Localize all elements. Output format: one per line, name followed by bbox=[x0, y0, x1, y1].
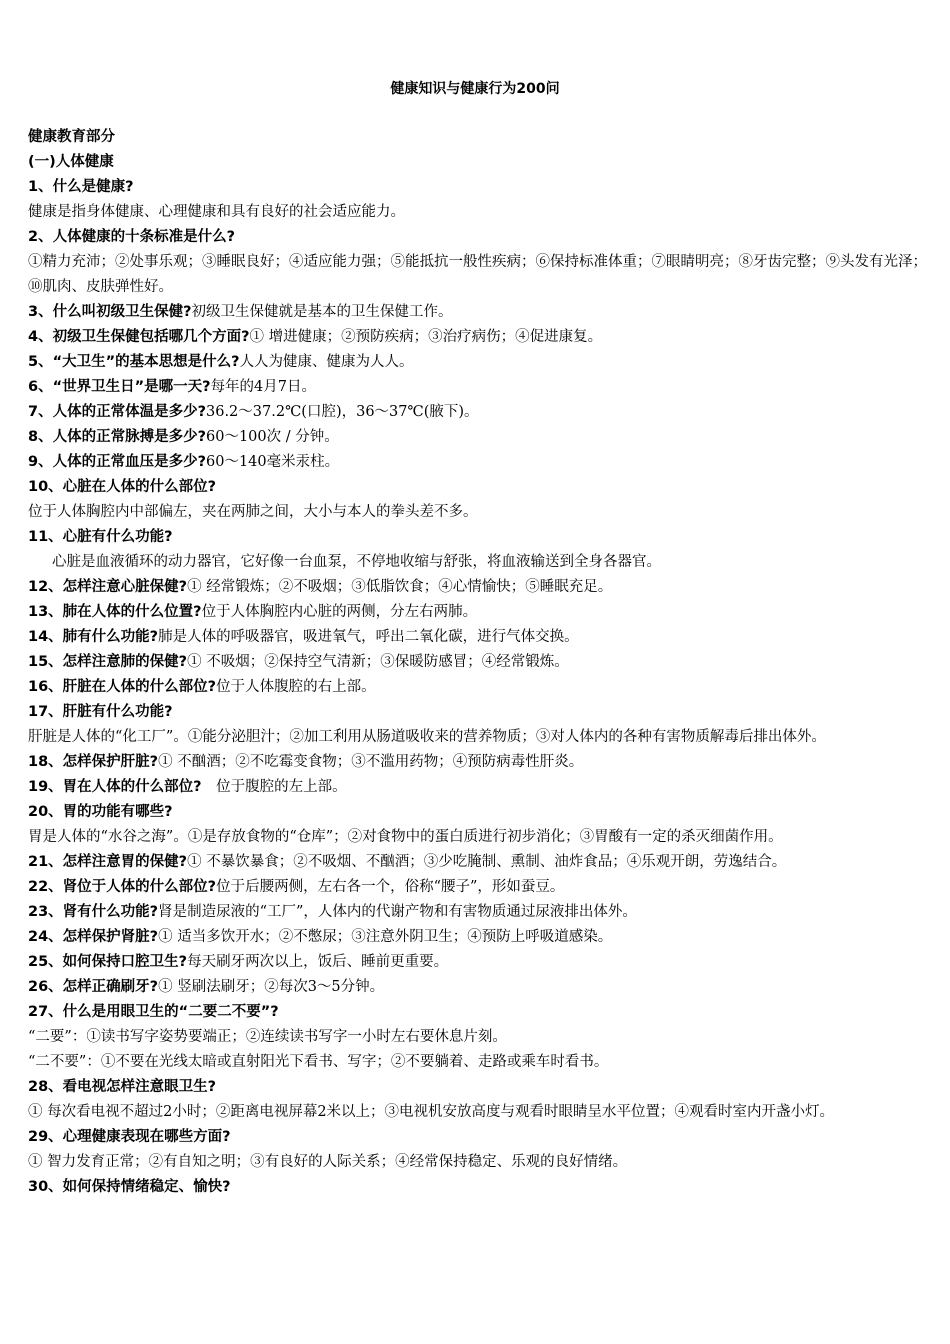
qa-item bbox=[28, 950, 928, 975]
question-text: 7、人体的正常体温是多少? bbox=[28, 404, 206, 420]
answer-text: 位于人体胸腔内中部偏左，夹在两肺之间，大小与本人的拳头差不多。 bbox=[28, 504, 478, 520]
question-text: 18、怎样保护肝脏? bbox=[28, 754, 159, 770]
qa-item bbox=[28, 300, 928, 325]
question-text: 1、什么是健康? bbox=[28, 179, 134, 195]
answer-text: ① 经常锻炼；②不吸烟；③低脂饮食；④心情愉快；⑤睡眠充足。 bbox=[187, 579, 613, 595]
question-text: 20、胃的功能有哪些? bbox=[28, 804, 173, 820]
qa-item bbox=[28, 600, 928, 625]
question-text: 25、如何保持口腔卫生? bbox=[28, 954, 188, 970]
qa-item bbox=[28, 350, 928, 375]
answer-text: 胃是人体的“水谷之海”。①是存放食物的“仓库”；②对食物中的蛋白质进行初步消化；③胃酸有一定的杀灭细菌作用。 bbox=[28, 829, 783, 845]
answer-text: ① 增进健康；②预防疾病；③治疗病伤；④促进康复。 bbox=[249, 329, 603, 345]
question-text: 26、怎样正确刷牙? bbox=[28, 979, 159, 995]
question-text: 4、初级卫生保健包括哪几个方面? bbox=[28, 329, 250, 345]
question-text: 15、怎样注意肺的保健? bbox=[28, 654, 188, 670]
question-text: 13、肺在人体的什么位置? bbox=[28, 604, 202, 620]
answer-text: 肺是人体的呼吸器官，吸进氧气，呼出二氧化碳，进行气体交换。 bbox=[158, 629, 579, 645]
document-title: 健康知识与健康行为200问 bbox=[390, 81, 560, 97]
answer-text: 每年的4月7日。 bbox=[210, 379, 317, 395]
question-text: 23、肾有什么功能? bbox=[28, 904, 159, 920]
answer-text: 肝脏是人体的“化工厂”。①能分泌胆汁；②加工利用从肠道吸收来的营养物质；③对人体内的各种有害物质解毒后排出体外。 bbox=[28, 729, 826, 745]
document-body bbox=[28, 125, 928, 1200]
qa-item bbox=[28, 575, 928, 600]
question-text: 21、怎样注意胃的保健? bbox=[28, 854, 188, 870]
question-text: 24、怎样保护肾脏? bbox=[28, 929, 159, 945]
qa-item bbox=[28, 450, 928, 475]
qa-item bbox=[28, 850, 928, 875]
question-text: 19、胃在人体的什么部位? bbox=[28, 779, 202, 795]
qa-item bbox=[28, 750, 928, 775]
answer-text: 心脏是血液循环的动力器官，它好像一台血泵，不停地收缩与舒张，将血液输送到全身各器官。 bbox=[52, 554, 661, 570]
answer-text: 位于后腰两侧，左右各一个，俗称“腰子”，形如蚕豆。 bbox=[216, 879, 565, 895]
answer-text: “二要”：①读书写字姿势要端正；②连续读书写字一小时左右要休息片刻。 bbox=[28, 1029, 507, 1045]
subsection-heading: (一)人体健康 bbox=[28, 154, 114, 170]
qa-item bbox=[28, 875, 928, 900]
answer-text: ① 每次看电视不超过2小时；②距离电视屏幕2米以上；③电视机安放高度与观看时眼睛呈水平位置；④观看时室内开盏小灯。 bbox=[28, 1104, 835, 1120]
question-text: 2、人体健康的十条标准是什么? bbox=[28, 229, 235, 245]
qa-item bbox=[28, 375, 928, 400]
question-text: 22、肾位于人体的什么部位? bbox=[28, 879, 217, 895]
answer-text: 每天刷牙两次以上，饭后、睡前更重要。 bbox=[187, 954, 449, 970]
question-text: 16、肝脏在人体的什么部位? bbox=[28, 679, 217, 695]
question-text: 14、肺有什么功能? bbox=[28, 629, 159, 645]
qa-item bbox=[28, 425, 928, 450]
answer-text: ① 竖刷法刷牙；②每次3～5分钟。 bbox=[158, 979, 385, 995]
question-text: 3、什么叫初级卫生保健? bbox=[28, 304, 192, 320]
question-text: 17、肝脏有什么功能? bbox=[28, 704, 173, 720]
answer-text: 位于人体胸腔内心脏的两侧，分左右两肺。 bbox=[201, 604, 478, 620]
qa-item bbox=[28, 400, 928, 425]
qa-item bbox=[28, 775, 928, 800]
question-text: 8、人体的正常脉搏是多少? bbox=[28, 429, 206, 445]
answer-text: 位于腹腔的左上部。 bbox=[201, 779, 347, 795]
answer-text: ① 适当多饮开水；②不憋尿；③注意外阴卫生；④预防上呼吸道感染。 bbox=[158, 929, 613, 945]
question-text: 29、心理健康表现在哪些方面? bbox=[28, 1129, 231, 1145]
qa-item bbox=[28, 925, 928, 950]
answer-text: 健康是指身体健康、心理健康和具有良好的社会适应能力。 bbox=[28, 204, 405, 220]
question-text: 28、看电视怎样注意眼卫生? bbox=[28, 1079, 217, 1095]
question-text: 30、如何保持情绪稳定、愉快? bbox=[28, 1179, 231, 1195]
section-heading: 健康教育部分 bbox=[28, 129, 115, 145]
answer-text: 36.2～37.2℃(口腔)，36～37℃(腋下)。 bbox=[206, 404, 479, 420]
question-text: 6、“世界卫生日”是哪一天? bbox=[28, 379, 211, 395]
answer-text: ①精力充沛；②处事乐观；③睡眠良好；④适应能力强；⑤能抵抗一般性疾病；⑥保持标准体重；⑦眼睛明亮；⑧牙齿完整；⑨头发有光泽；⑩肌肉、皮肤弹性好。 bbox=[28, 254, 927, 295]
question-text: 11、心脏有什么功能? bbox=[28, 529, 173, 545]
answer-text: “二不要”：①不要在光线太暗或直射阳光下看书、写字；②不要躺着、走路或乘车时看书。 bbox=[28, 1054, 609, 1070]
answer-text: 初级卫生保健就是基本的卫生保健工作。 bbox=[191, 304, 453, 320]
qa-item bbox=[28, 900, 928, 925]
question-text: 27、什么是用眼卫生的“二要二不要”? bbox=[28, 1004, 279, 1020]
question-text: 12、怎样注意心脏保健? bbox=[28, 579, 188, 595]
answer-text: 肾是制造尿液的“工厂”，人体内的代谢产物和有害物质通过尿液排出体外。 bbox=[158, 904, 637, 920]
answer-text: 人人为健康、健康为人人。 bbox=[239, 354, 414, 370]
qa-item bbox=[28, 625, 928, 650]
answer-text: 60～140毫米汞柱。 bbox=[206, 454, 340, 470]
qa-item bbox=[28, 675, 928, 700]
answer-text: 位于人体腹腔的右上部。 bbox=[216, 679, 376, 695]
answer-text: ① 不暴饮暴食；②不吸烟、不酗酒；③少吃腌制、熏制、油炸食品；④乐观开朗，劳逸结合。 bbox=[187, 854, 787, 870]
answer-text: 60～100次 / 分钟。 bbox=[206, 429, 339, 445]
answer-text: ① 智力发育正常；②有自知之明；③有良好的人际关系；④经常保持稳定、乐观的良好情绪。 bbox=[28, 1154, 628, 1170]
question-text: 5、“大卫生”的基本思想是什么? bbox=[28, 354, 240, 370]
answer-text: ① 不吸烟；②保持空气清新；③保暖防感冒；④经常锻炼。 bbox=[187, 654, 569, 670]
qa-item bbox=[28, 325, 928, 350]
question-text: 9、人体的正常血压是多少? bbox=[28, 454, 206, 470]
answer-text: ① 不酗酒；②不吃霉变食物；③不滥用药物；④预防病毒性肝炎。 bbox=[158, 754, 584, 770]
question-text: 10、心脏在人体的什么部位? bbox=[28, 479, 217, 495]
qa-item bbox=[28, 650, 928, 675]
qa-item bbox=[28, 975, 928, 1000]
